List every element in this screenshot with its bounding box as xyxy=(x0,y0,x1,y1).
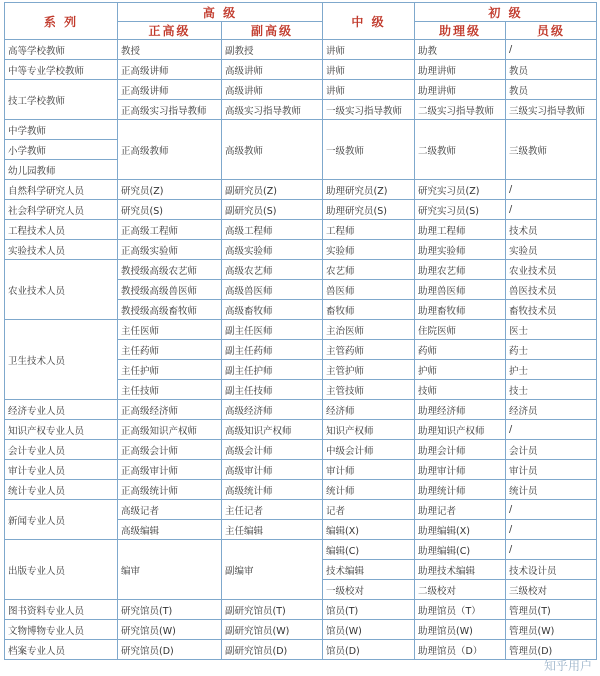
deputy-senior-cell: 高级会计师 xyxy=(222,440,323,460)
full-senior-cell: 正高级统计师 xyxy=(118,480,222,500)
series-cell: 经济专业人员 xyxy=(5,400,118,420)
mid-cell: 审计师 xyxy=(323,460,415,480)
deputy-senior-cell: 副主任药师 xyxy=(222,340,323,360)
full-senior-cell: 主任技师 xyxy=(118,380,222,400)
assistant-cell: 助理会计师 xyxy=(415,440,506,460)
full-senior-cell: 正高级教师 xyxy=(118,120,222,180)
member-cell: 会计员 xyxy=(506,440,597,460)
deputy-senior-cell: 高级工程师 xyxy=(222,220,323,240)
table-row xyxy=(5,640,597,660)
deputy-senior-header: 副高级 xyxy=(222,22,323,40)
table-row xyxy=(5,80,597,100)
deputy-senior-cell: 高级教师 xyxy=(222,120,323,180)
series-cell: 中学教师 xyxy=(5,120,118,140)
assistant-cell: 助理知识产权师 xyxy=(415,420,506,440)
full-senior-cell: 正高级讲师 xyxy=(118,60,222,80)
assistant-cell: 助理馆员(W) xyxy=(415,620,506,640)
assistant-cell: 助教 xyxy=(415,40,506,60)
mid-cell: 一级教师 xyxy=(323,120,415,180)
mid-cell: 主管药师 xyxy=(323,340,415,360)
member-cell: 农业技术员 xyxy=(506,260,597,280)
full-senior-cell: 高级编辑 xyxy=(118,520,222,540)
full-senior-cell: 正高级会计师 xyxy=(118,440,222,460)
full-senior-cell: 高级记者 xyxy=(118,500,222,520)
series-cell: 统计专业人员 xyxy=(5,480,118,500)
table-row xyxy=(5,500,597,520)
full-senior-cell: 主任护师 xyxy=(118,360,222,380)
full-senior-cell: 正高级审计师 xyxy=(118,460,222,480)
assistant-cell: 助理馆员（T） xyxy=(415,600,506,620)
member-cell: / xyxy=(506,520,597,540)
series-cell: 审计专业人员 xyxy=(5,460,118,480)
senior-header: 高 级 xyxy=(118,3,323,22)
member-cell: / xyxy=(506,180,597,200)
member-cell: 技士 xyxy=(506,380,597,400)
mid-cell: 主管护师 xyxy=(323,360,415,380)
deputy-senior-cell: 高级讲师 xyxy=(222,60,323,80)
assistant-cell: 助理编辑(X) xyxy=(415,520,506,540)
mid-cell: 助理研究员(Z) xyxy=(323,180,415,200)
member-cell: 技术员 xyxy=(506,220,597,240)
series-header: 系 列 xyxy=(5,3,118,40)
deputy-senior-cell: 主任记者 xyxy=(222,500,323,520)
member-cell: 医士 xyxy=(506,320,597,340)
series-cell: 技工学校教师 xyxy=(5,80,118,120)
member-cell: 技术设计员 xyxy=(506,560,597,580)
series-cell: 小学教师 xyxy=(5,140,118,160)
deputy-senior-cell: 高级经济师 xyxy=(222,400,323,420)
assistant-cell: 研究实习员(Z) xyxy=(415,180,506,200)
mid-cell: 农艺师 xyxy=(323,260,415,280)
member-cell: 护士 xyxy=(506,360,597,380)
member-cell: 三级校对 xyxy=(506,580,597,600)
full-senior-cell: 研究员(Z) xyxy=(118,180,222,200)
table-row xyxy=(5,460,597,480)
full-senior-cell: 正高级实习指导教师 xyxy=(118,100,222,120)
junior-header: 初 级 xyxy=(415,3,597,22)
series-cell: 知识产权专业人员 xyxy=(5,420,118,440)
mid-cell: 实验师 xyxy=(323,240,415,260)
full-senior-cell: 教授 xyxy=(118,40,222,60)
full-senior-cell: 主任医师 xyxy=(118,320,222,340)
assistant-cell: 助理馆员（D） xyxy=(415,640,506,660)
series-cell: 农业技术人员 xyxy=(5,260,118,320)
member-cell: 管理员(T) xyxy=(506,600,597,620)
table-row xyxy=(5,220,597,240)
assistant-cell: 助理编辑(C) xyxy=(415,540,506,560)
mid-cell: 兽医师 xyxy=(323,280,415,300)
series-cell: 幼儿园教师 xyxy=(5,160,118,180)
series-cell: 工程技术人员 xyxy=(5,220,118,240)
deputy-senior-cell: 高级统计师 xyxy=(222,480,323,500)
member-cell: 统计员 xyxy=(506,480,597,500)
series-cell: 卫生技术人员 xyxy=(5,320,118,400)
full-senior-cell: 研究馆员(D) xyxy=(118,640,222,660)
deputy-senior-cell: 高级知识产权师 xyxy=(222,420,323,440)
full-senior-header: 正高级 xyxy=(118,22,222,40)
deputy-senior-cell: 副主任技师 xyxy=(222,380,323,400)
deputy-senior-cell: 副研究馆员(T) xyxy=(222,600,323,620)
deputy-senior-cell: 副教授 xyxy=(222,40,323,60)
deputy-senior-cell: 高级讲师 xyxy=(222,80,323,100)
assistant-cell: 二级校对 xyxy=(415,580,506,600)
mid-cell: 畜牧师 xyxy=(323,300,415,320)
member-cell: 兽医技术员 xyxy=(506,280,597,300)
member-cell: 畜牧技术员 xyxy=(506,300,597,320)
deputy-senior-cell: 高级实习指导教师 xyxy=(222,100,323,120)
table-row xyxy=(5,480,597,500)
mid-header: 中 级 xyxy=(323,3,415,40)
assistant-cell: 助理讲师 xyxy=(415,60,506,80)
assistant-cell: 护师 xyxy=(415,360,506,380)
member-cell: 三级实习指导教师 xyxy=(506,100,597,120)
table-row xyxy=(5,240,597,260)
table-row xyxy=(5,420,597,440)
full-senior-cell: 教授级高级畜牧师 xyxy=(118,300,222,320)
full-senior-cell: 研究馆员(T) xyxy=(118,600,222,620)
full-senior-cell: 教授级高级兽医师 xyxy=(118,280,222,300)
table-row xyxy=(5,60,597,80)
series-cell: 文物博物专业人员 xyxy=(5,620,118,640)
full-senior-cell: 研究员(S) xyxy=(118,200,222,220)
assistant-cell: 助理实验师 xyxy=(415,240,506,260)
assistant-cell: 二级实习指导教师 xyxy=(415,100,506,120)
mid-cell: 讲师 xyxy=(323,80,415,100)
assistant-cell: 助理经济师 xyxy=(415,400,506,420)
member-cell: 管理员(W) xyxy=(506,620,597,640)
header-row-1 xyxy=(5,3,597,22)
deputy-senior-cell: 副主任护师 xyxy=(222,360,323,380)
deputy-senior-cell: 副编审 xyxy=(222,540,323,600)
member-cell: 三级教师 xyxy=(506,120,597,180)
full-senior-cell: 主任药师 xyxy=(118,340,222,360)
mid-cell: 一级校对 xyxy=(323,580,415,600)
assistant-cell: 研究实习员(S) xyxy=(415,200,506,220)
mid-cell: 统计师 xyxy=(323,480,415,500)
member-cell: 实验员 xyxy=(506,240,597,260)
assistant-cell: 技师 xyxy=(415,380,506,400)
member-cell: 药士 xyxy=(506,340,597,360)
member-cell: / xyxy=(506,40,597,60)
title-classification-table xyxy=(4,2,597,660)
assistant-cell: 助理农艺师 xyxy=(415,260,506,280)
assistant-cell: 药师 xyxy=(415,340,506,360)
mid-cell: 中级会计师 xyxy=(323,440,415,460)
full-senior-cell: 教授级高级农艺师 xyxy=(118,260,222,280)
assistant-cell: 助理审计师 xyxy=(415,460,506,480)
table-row xyxy=(5,440,597,460)
mid-cell: 记者 xyxy=(323,500,415,520)
mid-cell: 技术编辑 xyxy=(323,560,415,580)
mid-cell: 经济师 xyxy=(323,400,415,420)
table-row xyxy=(5,120,597,140)
mid-cell: 主治医师 xyxy=(323,320,415,340)
assistant-cell: 二级教师 xyxy=(415,120,506,180)
full-senior-cell: 正高级讲师 xyxy=(118,80,222,100)
mid-cell: 讲师 xyxy=(323,40,415,60)
member-cell: 教员 xyxy=(506,80,597,100)
series-cell: 中等专业学校教师 xyxy=(5,60,118,80)
assistant-cell: 助理工程师 xyxy=(415,220,506,240)
table-row xyxy=(5,600,597,620)
mid-cell: 助理研究员(S) xyxy=(323,200,415,220)
mid-cell: 知识产权师 xyxy=(323,420,415,440)
mid-cell: 编辑(C) xyxy=(323,540,415,560)
table-row xyxy=(5,320,597,340)
assistant-cell: 助理统计师 xyxy=(415,480,506,500)
member-cell: 教员 xyxy=(506,60,597,80)
table-row xyxy=(5,180,597,200)
deputy-senior-cell: 高级实验师 xyxy=(222,240,323,260)
series-cell: 实验技术人员 xyxy=(5,240,118,260)
deputy-senior-cell: 副研究馆员(W) xyxy=(222,620,323,640)
mid-cell: 讲师 xyxy=(323,60,415,80)
full-senior-cell: 研究馆员(W) xyxy=(118,620,222,640)
mid-cell: 主管技师 xyxy=(323,380,415,400)
series-cell: 高等学校教师 xyxy=(5,40,118,60)
assistant-cell: 助理技术编辑 xyxy=(415,560,506,580)
member-cell: 审计员 xyxy=(506,460,597,480)
full-senior-cell: 正高级工程师 xyxy=(118,220,222,240)
member-cell: 经济员 xyxy=(506,400,597,420)
table-row xyxy=(5,400,597,420)
series-cell: 新闻专业人员 xyxy=(5,500,118,540)
assistant-cell: 助理畜牧师 xyxy=(415,300,506,320)
full-senior-cell: 编审 xyxy=(118,540,222,600)
table-row xyxy=(5,540,597,560)
table-row xyxy=(5,260,597,280)
member-cell: / xyxy=(506,500,597,520)
deputy-senior-cell: 副研究员(Z) xyxy=(222,180,323,200)
assistant-cell: 住院医师 xyxy=(415,320,506,340)
table-row xyxy=(5,620,597,640)
series-cell: 自然科学研究人员 xyxy=(5,180,118,200)
full-senior-cell: 正高级实验师 xyxy=(118,240,222,260)
member-header: 员级 xyxy=(506,22,597,40)
table-row xyxy=(5,40,597,60)
mid-cell: 一级实习指导教师 xyxy=(323,100,415,120)
series-cell: 会计专业人员 xyxy=(5,440,118,460)
mid-cell: 馆员(W) xyxy=(323,620,415,640)
series-cell: 图书资料专业人员 xyxy=(5,600,118,620)
deputy-senior-cell: 高级农艺师 xyxy=(222,260,323,280)
deputy-senior-cell: 副主任医师 xyxy=(222,320,323,340)
assistant-cell: 助理兽医师 xyxy=(415,280,506,300)
mid-cell: 编辑(X) xyxy=(323,520,415,540)
deputy-senior-cell: 高级畜牧师 xyxy=(222,300,323,320)
table-row xyxy=(5,200,597,220)
assistant-header: 助理级 xyxy=(415,22,506,40)
series-cell: 社会科学研究人员 xyxy=(5,200,118,220)
watermark: 知乎用户 xyxy=(543,659,592,673)
member-cell: / xyxy=(506,540,597,560)
assistant-cell: 助理讲师 xyxy=(415,80,506,100)
member-cell: / xyxy=(506,200,597,220)
deputy-senior-cell: 高级审计师 xyxy=(222,460,323,480)
member-cell: 管理员(D) xyxy=(506,640,597,660)
mid-cell: 馆员(D) xyxy=(323,640,415,660)
deputy-senior-cell: 副研究员(S) xyxy=(222,200,323,220)
deputy-senior-cell: 高级兽医师 xyxy=(222,280,323,300)
member-cell: / xyxy=(506,420,597,440)
series-cell: 档案专业人员 xyxy=(5,640,118,660)
full-senior-cell: 正高级经济师 xyxy=(118,400,222,420)
assistant-cell: 助理记者 xyxy=(415,500,506,520)
series-cell: 出版专业人员 xyxy=(5,540,118,600)
full-senior-cell: 正高级知识产权师 xyxy=(118,420,222,440)
deputy-senior-cell: 主任编辑 xyxy=(222,520,323,540)
mid-cell: 工程师 xyxy=(323,220,415,240)
mid-cell: 馆员(T) xyxy=(323,600,415,620)
deputy-senior-cell: 副研究馆员(D) xyxy=(222,640,323,660)
